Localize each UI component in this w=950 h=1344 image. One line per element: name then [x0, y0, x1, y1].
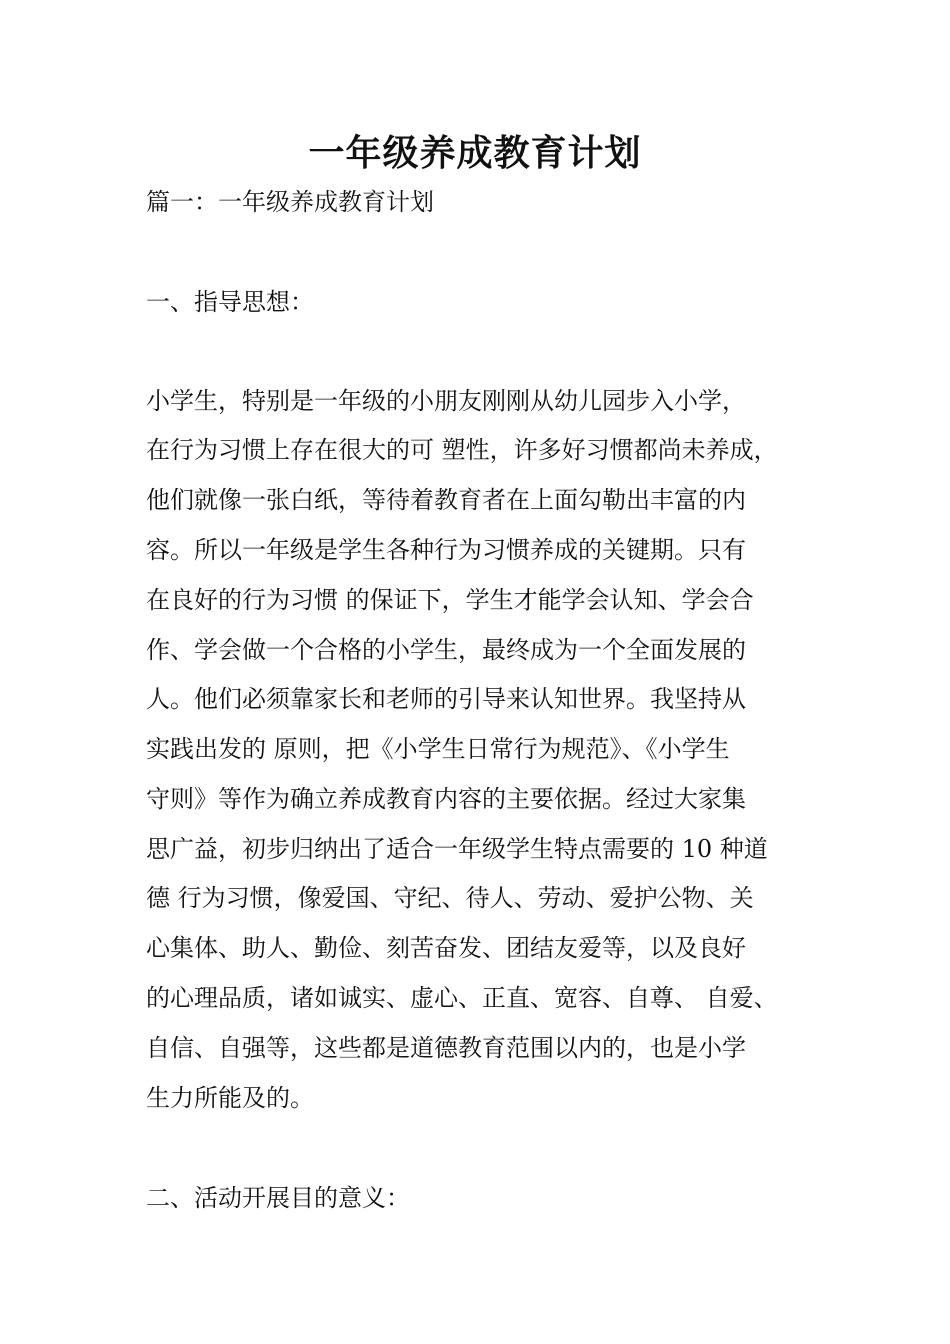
paragraph-line: 心集体、助人、勤俭、刻苦奋发、团结友爱等，以及良好: [146, 934, 746, 962]
document-title: 一年级养成教育计划: [308, 132, 642, 174]
paragraph-line: 自信、自强等，这些都是道德教育范围以内的，也是小学: [146, 1034, 746, 1062]
section-heading-activity-purpose: 二、活动开展目的意义：: [146, 1184, 410, 1212]
paragraph-line: 生力所能及的。: [146, 1084, 314, 1112]
document-subtitle: 篇一：一年级养成教育计划: [146, 188, 434, 216]
paragraph-line: 容。所以一年级是学生各种行为习惯养成的关键期。只有: [146, 536, 746, 564]
paragraph-line: 他们就像一张白纸，等待着教育者在上面勾勒出丰富的内: [146, 486, 746, 514]
paragraph-line: 在行为习惯上存在很大的可 塑性，许多好习惯都尚未养成，: [146, 436, 778, 464]
paragraph-line: 德 行为习惯，像爱国、守纪、待人、劳动、爱护公物、关: [146, 884, 754, 912]
paragraph-line: 守则》等作为确立养成教育内容的主要依据。经过大家集: [146, 785, 746, 813]
paragraph-line: 小学生，特别是一年级的小朋友刚刚从幼儿园步入小学，: [146, 387, 746, 415]
paragraph-line: 在良好的行为习惯 的保证下，学生才能学会认知、学会合: [146, 586, 754, 614]
paragraph-line: 思广益，初步归纳出了适合一年级学生特点需要的 10 种道: [146, 835, 768, 863]
paragraph-line: 实践出发的 原则，把《小学生日常行为规范》、《小学生: [146, 735, 730, 763]
paragraph-line: 的心理品质，诸如诚实、虚心、正直、宽容、自尊、 自爱、: [146, 984, 778, 1012]
paragraph-line: 作、学会做一个合格的小学生，最终成为一个全面发展的: [146, 636, 746, 664]
paragraph-line: 人。他们必须靠家长和老师的引导来认知世界。我坚持从: [146, 685, 746, 713]
section-heading-guiding-ideology: 一、指导思想：: [146, 288, 314, 316]
